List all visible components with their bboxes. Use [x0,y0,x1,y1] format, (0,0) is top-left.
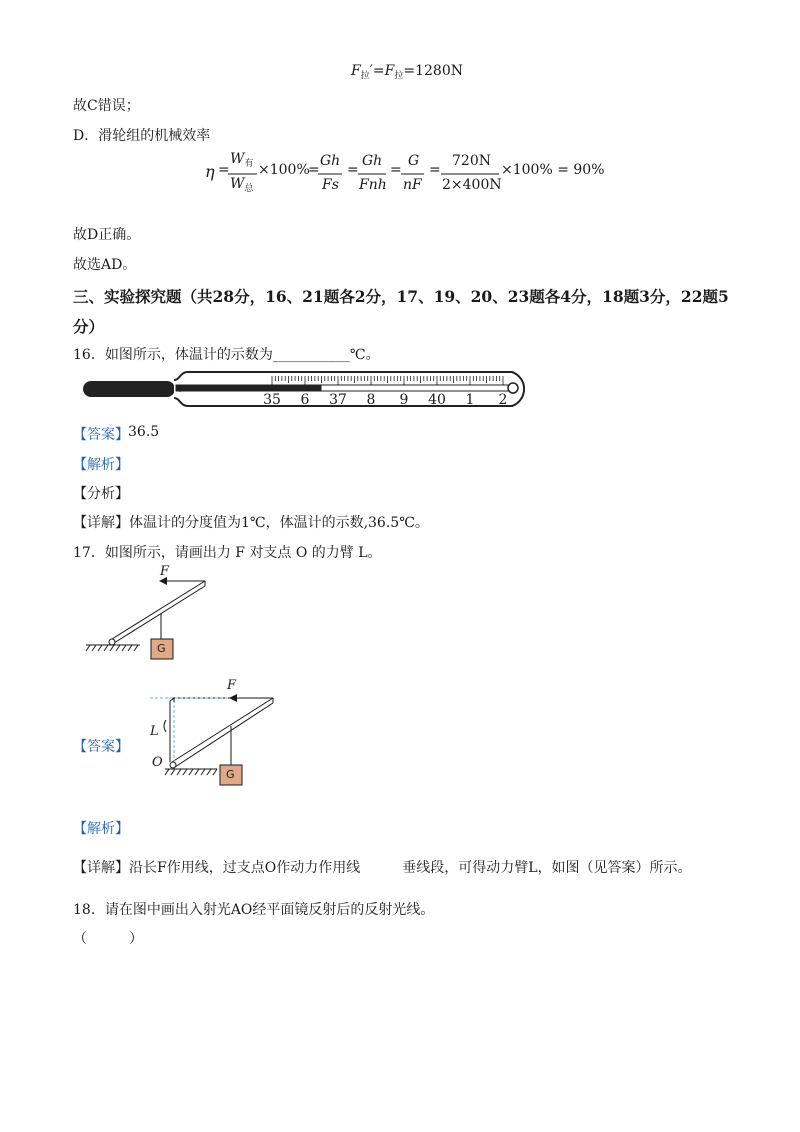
formula-prime: ′= [369,63,385,79]
scale-label: 6 [300,392,310,408]
g-letter: G [408,153,420,169]
q17-text: 17．如图所示，请画出力 F 对支点 O 的力臂 L。 [73,545,382,561]
num-value: 720N [452,153,491,169]
eq-sign-1: = [218,162,230,178]
arm-label: L [150,724,159,739]
eq-sign-5: = [429,162,441,178]
thermometer-bulb [83,381,175,397]
lever-figure-question [85,565,215,665]
w-useful: $W_有$ [230,151,254,169]
efficiency-formula [205,150,605,200]
q16-analysis-tag: 【解析】 [73,457,129,473]
scale-label: 40 [428,392,446,408]
eq-sign-3: = [347,162,359,178]
w-total: $W_总$ [230,176,254,194]
result: ×100% = 90% [501,162,605,178]
line-d-correct: 故D正确。 [73,227,141,243]
q16-text: 16．如图所示，体温计的示数为___________℃。 [73,347,380,363]
mercury-column [176,385,322,391]
thermometer-figure [80,369,540,411]
force-label-1: F [160,564,170,579]
line-choose: 故选AD。 [73,257,137,273]
formula-f2: F [384,63,395,79]
q16-detail-text: 体温计的分度值为1℃，体温计的示数,36.5℃。 [129,515,429,531]
den-value: 2×400N [442,177,502,193]
q16-detail-tag: 【详解】 [73,515,129,531]
pivot-label: O [152,755,163,770]
line-c-wrong: 故C错误； [73,98,140,114]
section3-title-2: 分） [73,317,105,336]
scale-label: 9 [399,392,409,408]
eq-sign-2: = [308,162,320,178]
fnh: Fnh [359,177,387,193]
nf: nF [403,177,422,193]
force-label-2: F [227,678,237,693]
q17-detail [73,857,692,877]
gh-1: Gh [320,153,341,169]
line-d-intro: D．滑轮组的机械效率 [73,128,211,144]
q18-text: 18．请在图中画出入射光AO经平面镜反射后的反射光线。 [73,902,435,918]
q17-detail-tag: 【详解】 [73,860,129,876]
q18-blank: （ ） [73,931,143,947]
q17-analysis-tag: 【解析】 [73,821,129,837]
formula-sub2: 拉 [394,71,404,81]
q16-blank: ___________ [272,347,350,363]
scale-label: 35 [263,392,281,408]
pct-1: ×100% [258,162,310,178]
scale-label: 8 [366,392,376,408]
q16-answer-value: 36.5 [128,424,160,440]
weight-label-1: G [157,642,166,655]
q17-detail-text: 沿长F作用线，过支点O作动力作用线 垂线段，可得动力臂L，如图（见答案）所示。 [129,860,692,876]
q16-fenxi-tag: 【分析】 [73,486,129,502]
weight-label-2: G [226,768,235,781]
formula-f1: F [351,63,361,79]
fs: Fs [322,177,339,193]
q17-answer-tag: 【答案】 [73,739,129,755]
scale-label: 37 [329,392,347,408]
gh-2: Gh [362,153,383,169]
top-formula [351,63,463,81]
scale-label: 2 [498,392,508,408]
lever-figure-answer [145,680,285,790]
section3-title-1: 三、实验探究题（共28分，16、21题各2分，17、19、20、23题各4分，18题3分，22题5 [73,287,729,306]
scale-label: 1 [465,392,475,408]
formula-value: =1280N [403,63,463,79]
eta-symbol: η [205,162,215,181]
formula-sub1: 拉 [360,71,370,81]
eq-sign-4: = [390,162,402,178]
q16-detail [73,512,429,532]
q16-answer-tag: 【答案】 [73,427,129,443]
